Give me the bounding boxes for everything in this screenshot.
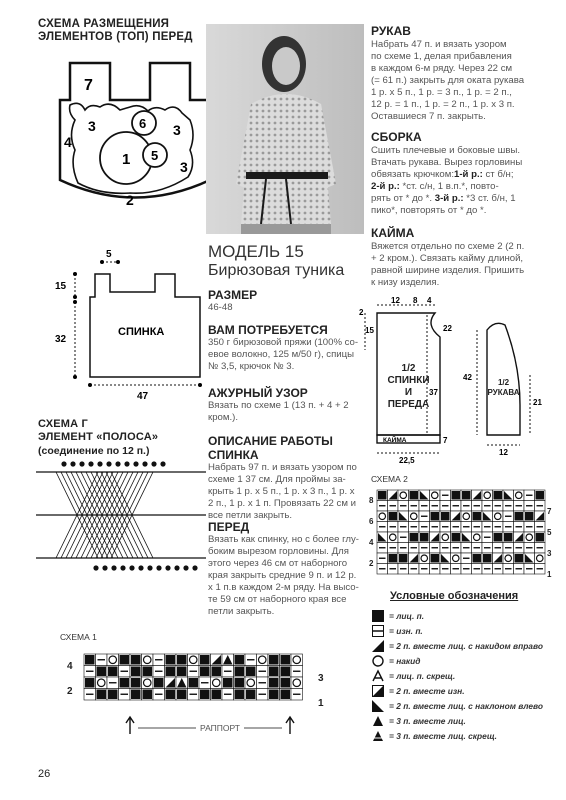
scheme-g-title: СХЕМА Г ЭЛЕМЕНТ «ПОЛОСА» — [38, 418, 159, 443]
svg-text:47: 47 — [137, 391, 149, 402]
top-num: 6 — [139, 116, 147, 131]
svg-text:32: 32 — [55, 334, 67, 345]
svg-text:4: 4 — [427, 296, 432, 305]
back-diagram — [40, 242, 220, 402]
legend-list — [371, 608, 543, 743]
legend-title: Условные обозначения — [390, 590, 519, 602]
lace-text: Вязать по схеме 1 (13 п. + 4 + 2 кром.). — [208, 400, 349, 423]
top-num: 4 — [64, 134, 72, 150]
scheme-g-subtitle: (соединение по 12 п.) — [38, 445, 150, 457]
back-text: Набрать 97 п. и вязать узором по схеме 1 37 см. Для проймы за- крыть 1 р. х 5 п., 1 р. х 3 п., 1 р. х 2 п., 1 р. х 1 п. Провязать 22 см и все петли закрыть. — [208, 462, 357, 521]
yarn-over-icon — [371, 654, 385, 667]
need-title: ВАМ ПОТРЕБУЕТСЯ — [208, 323, 328, 337]
dec-left-icon — [371, 699, 385, 712]
knit-crossed-icon — [371, 669, 385, 682]
model-title: МОДЕЛЬ 15 — [208, 242, 304, 261]
top-scheme-diagram — [40, 55, 220, 225]
front-title: ПЕРЕД — [208, 520, 250, 534]
top-num: 7 — [84, 77, 93, 94]
three-crossed-icon — [371, 729, 385, 742]
arrow-up-icon — [126, 717, 134, 734]
top-num: 5 — [151, 148, 159, 163]
border-title: КАЙМА — [371, 226, 415, 240]
svg-text:КАЙМА: КАЙМА — [383, 437, 407, 444]
half-sleeve-label: 1/2 РУКАВА — [487, 378, 520, 397]
svg-text:42: 42 — [463, 373, 472, 382]
top-num: 1 — [122, 151, 131, 168]
legend-item: = изн. п. — [371, 623, 543, 638]
arrow-up-icon — [286, 717, 294, 734]
scheme2-grid — [365, 488, 555, 578]
top-num: 3 — [173, 122, 181, 138]
border-text: Вяжется отдельно по схеме 2 (2 п. + 2 кром.). Связать кайму длиной, равной ширине изделия. Пришить к низу изделия. — [371, 241, 525, 288]
purl-two-together-icon — [371, 684, 385, 697]
back-title: СПИНКА — [208, 448, 259, 462]
sleeve-title: РУКАВ — [371, 24, 411, 38]
assembly-title: СБОРКА — [371, 130, 422, 144]
three-together-icon — [371, 714, 385, 727]
legend-item: = 3 п. вместе лиц. — [371, 713, 543, 728]
svg-text:7: 7 — [443, 436, 448, 445]
model-photo — [206, 24, 364, 234]
scheme1-grid — [82, 652, 312, 712]
svg-text:15: 15 — [365, 326, 374, 335]
sleeve-text: Набрать 47 п. и вязать узором по схеме 1, делая прибавления в каждом 6-м ряду. Через 22 см (= 61 п.) закрыть для оката рукава 1 р. х 5 п., 1 р. = 3 п., 1 р. = 2 п., 12 р. = 1 п., 1 р. = 2 п., 1 р. х 3 п. Оставшиеся 7 п. закрыть. — [371, 39, 525, 122]
svg-text:12: 12 — [499, 448, 508, 457]
scheme2-title: СХЕМА 2 — [371, 474, 408, 484]
legend-item: = 2 п. вместе лиц. с наклоном влево — [371, 698, 543, 713]
dec-right-icon — [371, 639, 385, 652]
svg-text:22: 22 — [443, 324, 452, 333]
svg-text:12: 12 — [391, 296, 400, 305]
svg-text:15: 15 — [55, 281, 67, 292]
legend-item: = 3 п. вместе лиц. скрещ. — [371, 728, 543, 743]
assembly-text: Сшить плечевые и боковые швы. Втачать рукава. Вырез горловины обвязать крючком:1-й р.: ст б/н; 2-й р.: *ст. с/н, 1 в.п.*, повто- рять от * до *. 3-й р.: *3 ст. б/н, 1 пико*, повторять от * до *. — [371, 145, 523, 216]
desc-title: ОПИСАНИЕ РАБОТЫ — [208, 434, 333, 448]
need-text: 350 г бирюзовой пряжи (100% со- евое волокно, 125 м/50 г), спицы № 3,5, крючок № 3. — [208, 337, 359, 372]
top-num: 3 — [88, 118, 96, 134]
scheme1-rows-left: 4 2 — [67, 661, 73, 697]
top-scheme-title: СХЕМА РАЗМЕЩЕНИЯ ЭЛЕМЕНТОВ (ТОП) ПЕРЕД — [38, 18, 193, 43]
model-subtitle: Бирюзовая туника — [208, 262, 345, 279]
top-num: 2 — [126, 192, 134, 208]
purl-square-icon — [371, 624, 385, 637]
scheme1-title: СХЕМА 1 — [60, 632, 97, 642]
svg-text:СПИНКА: СПИНКА — [118, 326, 165, 338]
rapport-label: РАППОРТ — [196, 723, 244, 733]
legend-item: = 2 п. вместе лиц. с накидом вправо — [371, 638, 543, 653]
scheme2-rows-left: 8 6 4 2 — [369, 496, 374, 568]
legend-item: = лиц. п. скрещ. — [371, 668, 543, 683]
half-back-front-label: 1/2 СПИНКИ И ПЕРЕДА — [387, 363, 430, 410]
svg-text:21: 21 — [533, 398, 542, 407]
page-number: 26 — [38, 768, 51, 780]
legend-item: = накид — [371, 653, 543, 668]
scheme1-rows-right: 3 1 — [318, 673, 324, 709]
filled-square-icon — [371, 609, 385, 622]
svg-text:37: 37 — [429, 388, 438, 397]
svg-text:5: 5 — [106, 249, 112, 260]
size-text: 46-48 — [208, 302, 233, 313]
front-text: Вязать как спинку, но с более глу- боким вырезом горловины. Для этого через 46 см от наборного края закрыть средние 9 п. и 12 р. х 1 п.в каждом 2-м ряду. На высо- те 59 см от наборного края все петли закрыть. — [208, 534, 359, 617]
scheme-g-diagram — [36, 460, 206, 580]
scheme2-rows-right: 7 5 3 1 — [547, 507, 552, 579]
lace-title: АЖУРНЫЙ УЗОР — [208, 386, 308, 400]
svg-text:22,5: 22,5 — [399, 456, 415, 465]
svg-text:2: 2 — [359, 308, 364, 317]
top-num: 3 — [180, 159, 188, 175]
legend-item: = лиц. п. — [371, 608, 543, 623]
size-title: РАЗМЕР — [208, 288, 258, 302]
svg-text:8: 8 — [413, 296, 418, 305]
legend-item: = 2 п. вместе изн. — [371, 683, 543, 698]
